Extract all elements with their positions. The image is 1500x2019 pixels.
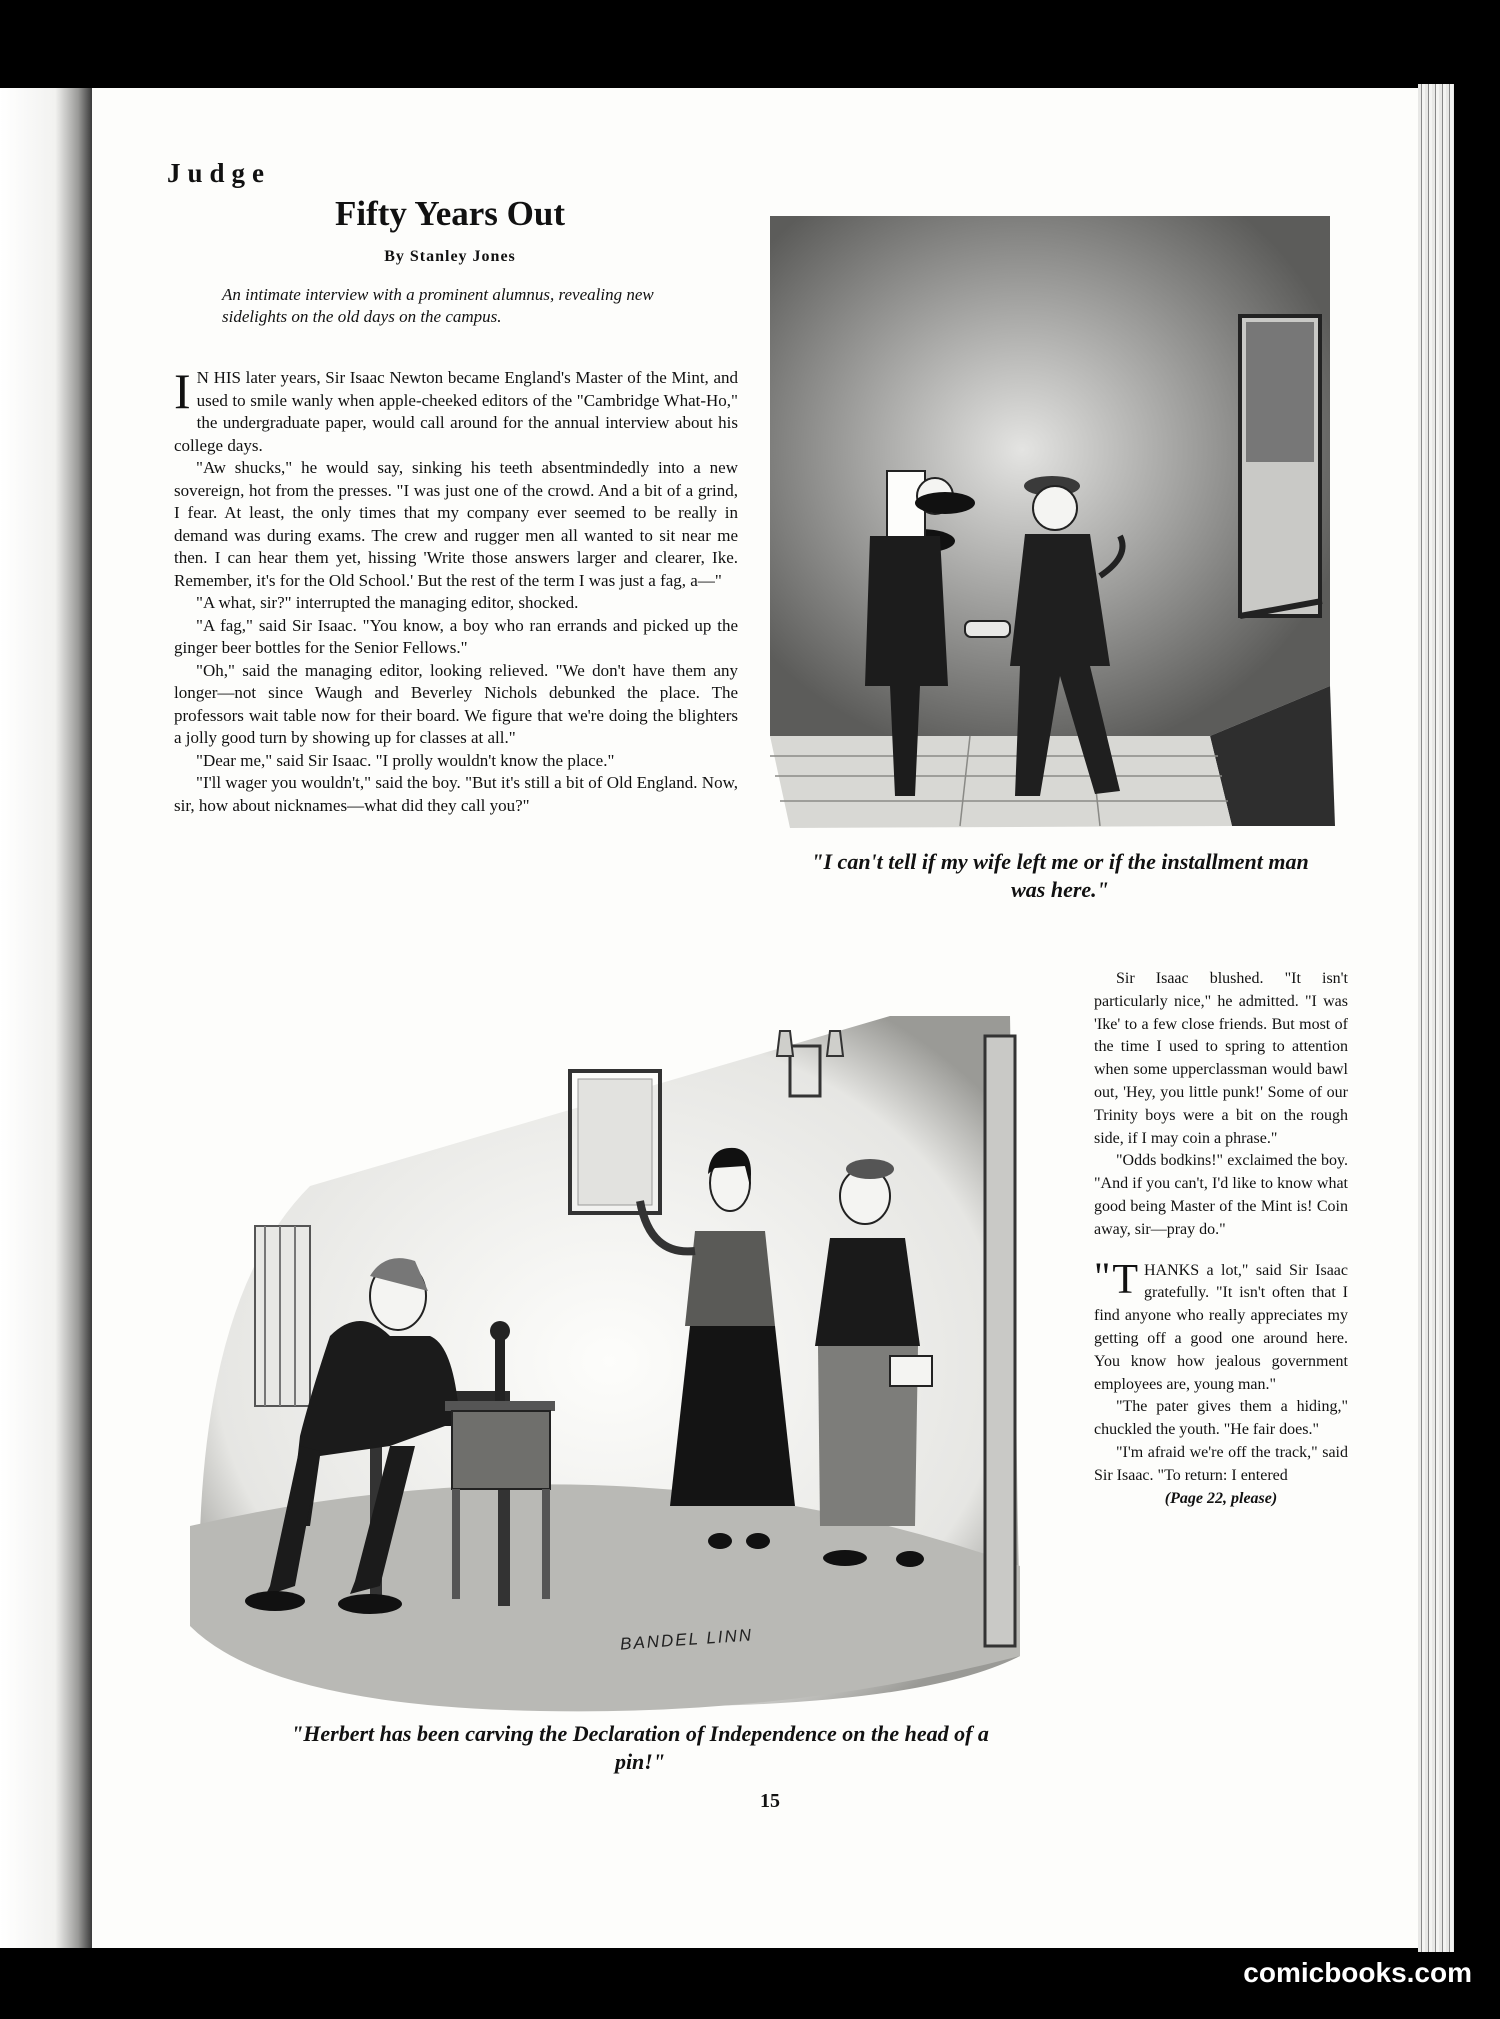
site-watermark: comicbooks.com: [1243, 1957, 1472, 1988]
article-paragraph: "I'm afraid we're off the track," said Sir Isaac. "To return: I entered: [1094, 1443, 1348, 1484]
break-quote-mark: ": [1094, 1253, 1111, 1299]
article-paragraph: "A fag," said Sir Isaac. "You know, a boy who ran errands and picked up the ginger beer bottles for the Senior Fellows.": [174, 615, 738, 657]
article-section-break-paragraph: " T HANKS a lot," said Sir Isaac gratefully. "It isn't often that I find anyone who really appreciates my getting off a good one around here. You know how jealous government employees are, young man.": [1094, 1253, 1348, 1393]
article-byline: By Stanley Jones: [384, 248, 516, 265]
cartoon-artist-signature: BANDEL LINN: [619, 1625, 754, 1654]
book-spine-left: [0, 88, 92, 1948]
cartoon-2-caption: "Herbert has been carving the Declaration of Independence on the head of a pin!": [291, 1721, 989, 1774]
article-paragraph: "Odds bodkins!" exclaimed the boy. "And if you can't, I'd like to know what good being Master of the Mint is! Coin away, sir—pray do.": [1094, 1152, 1348, 1238]
article-paragraph: "Dear me," said Sir Isaac. "I prolly wouldn't know the place.": [196, 750, 615, 770]
article-paragraph: "I'll wager you wouldn't," said the boy. "But it's still a bit of Old England. Now, sir, how about nicknames—what did they call you?": [174, 773, 738, 815]
cartoon-1-caption: "I can't tell if my wife left me or if the installment man was here.": [811, 849, 1309, 902]
cartoon-family-illustration: [190, 1006, 1075, 1712]
article-column-left: [174, 363, 738, 817]
page-number: 15: [760, 1790, 780, 1812]
article-title: Fifty Years Out: [334, 194, 566, 233]
masthead: Judge: [167, 158, 272, 188]
continued-on-page: (Page 22, please): [1164, 1489, 1278, 1507]
article-paragraph: I N HIS later years, Sir Isaac Newton became England's Master of the Mint, and used to smile wanly when apple-cheeked editors of the "Cambridge What-Ho," the undergraduate paper, would call around for the annual interview about his college days.: [174, 363, 738, 455]
article-paragraph: "Aw shucks," he would say, sinking his teeth absentmindedly into a new sovereign, hot from the presses. "I was just one of the crowd. And a bit of a grind, I fear. At least, the only times that my company ever seemed to be really in demand was during exams. The crew and rugger men all wanted to sit near me then. I can hear them yet, hissing 'Write those answers larger and clearer, Ike. Remember, it's for the Old School.' But the rest of the term I was just a fag, a—": [174, 458, 738, 590]
article-column-right: [1094, 968, 1348, 1510]
article-paragraph: "Oh," said the managing editor, looking relieved. "We don't have them any longer—not since Waugh and Beverley Nichols debunked the place. The professors wait table now for their board. We figure that we're doing the blighters a jolly good turn by showing up for classes at all.": [174, 660, 738, 747]
drop-cap: I: [174, 363, 191, 419]
article-deck: An intimate interview with a prominent alumnus, revealing new sidelights on the old days on the campus.: [222, 285, 654, 326]
article-paragraph: "A what, sir?" interrupted the managing editor, shocked.: [196, 593, 579, 612]
page-edges: [1418, 84, 1454, 1952]
cartoon-two-men-illustration: [770, 216, 1335, 828]
drop-cap: T: [1112, 1256, 1138, 1303]
article-paragraph: "The pater gives them a hiding," chuckled the youth. "He fair does.": [1094, 1398, 1348, 1439]
article-paragraph: Sir Isaac blushed. "It isn't particularly nice," he admitted. "I was 'Ike' to a few close friends. But most of the time I used to spring to attention when some upperclassman would bawl out, 'Hey, you little punk!' Some of our Trinity boys were a bit on the rough side, if I may coin a phrase.": [1094, 970, 1348, 1147]
